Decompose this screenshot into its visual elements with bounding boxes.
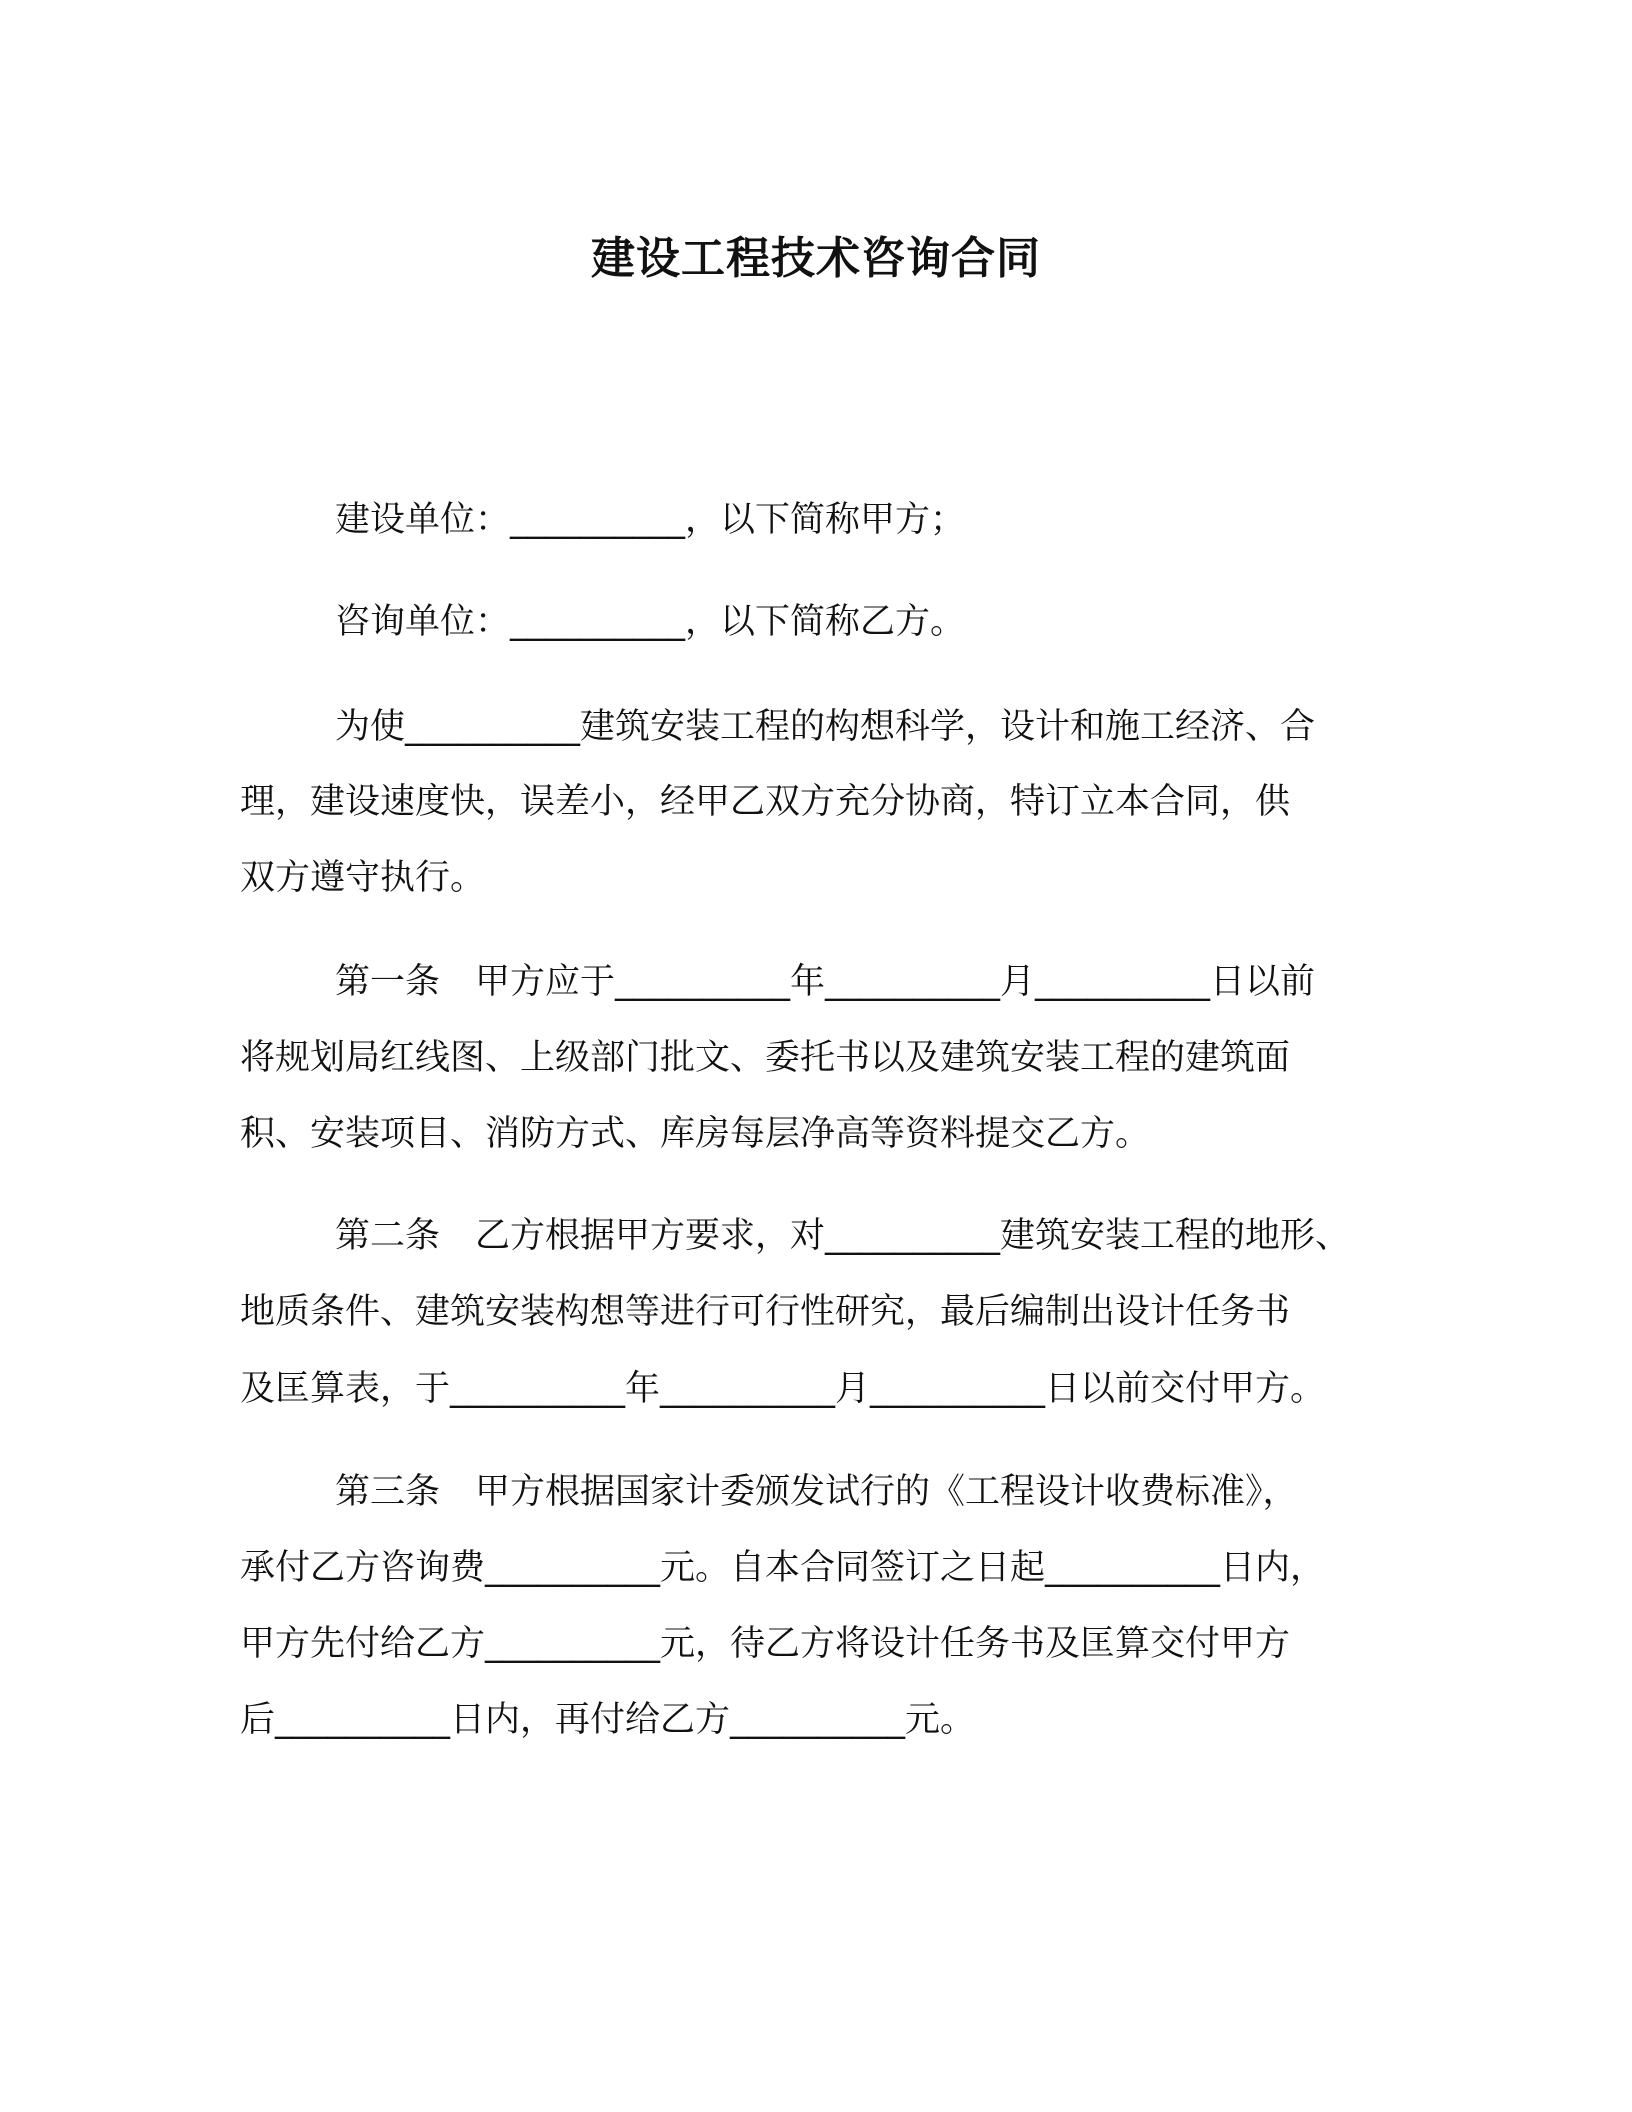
article-3-line-4: 后__________日内，再付给乙方__________元。	[240, 1700, 976, 1740]
article-2-line-2: 地质条件、建筑安装构想等进行可行性研究，最后编制出设计任务书	[240, 1292, 1291, 1332]
article-1-line-2: 将规划局红线图、上级部门批文、委托书以及建筑安装工程的建筑面	[240, 1038, 1291, 1078]
party-a-line: 建设单位：__________，以下简称甲方；	[335, 500, 966, 540]
article-2-line-3: 及匡算表，于__________年__________月__________日以前交付甲方。	[240, 1369, 1326, 1409]
article-2-line-1: 第二条 乙方根据甲方要求，对__________建筑安装工程的地形、	[335, 1216, 1351, 1256]
document-title: 建设工程技术咨询合同	[591, 233, 1041, 284]
article-1-line-3: 积、安装项目、消防方式、库房每层净高等资料提交乙方。	[240, 1114, 1151, 1154]
purpose-line-1: 为使__________建筑安装工程的构想科学，设计和施工经济、合	[335, 707, 1316, 747]
article-3-line-3: 甲方先付给乙方__________元，待乙方将设计任务书及匡算交付甲方	[240, 1624, 1291, 1664]
party-b-line: 咨询单位：__________，以下简称乙方。	[335, 602, 966, 642]
purpose-line-3: 双方遵守执行。	[240, 858, 486, 898]
article-3-line-2: 承付乙方咨询费__________元。自本合同签订之日起__________日内，	[240, 1548, 1326, 1588]
article-3-line-1: 第三条 甲方根据国家计委颁发试行的《工程设计收费标准》，	[335, 1472, 1298, 1512]
purpose-line-2: 理，建设速度快，误差小，经甲乙双方充分协商，特订立本合同，供	[240, 782, 1291, 822]
article-1-line-1: 第一条 甲方应于__________年__________月__________日以前	[335, 962, 1316, 1002]
